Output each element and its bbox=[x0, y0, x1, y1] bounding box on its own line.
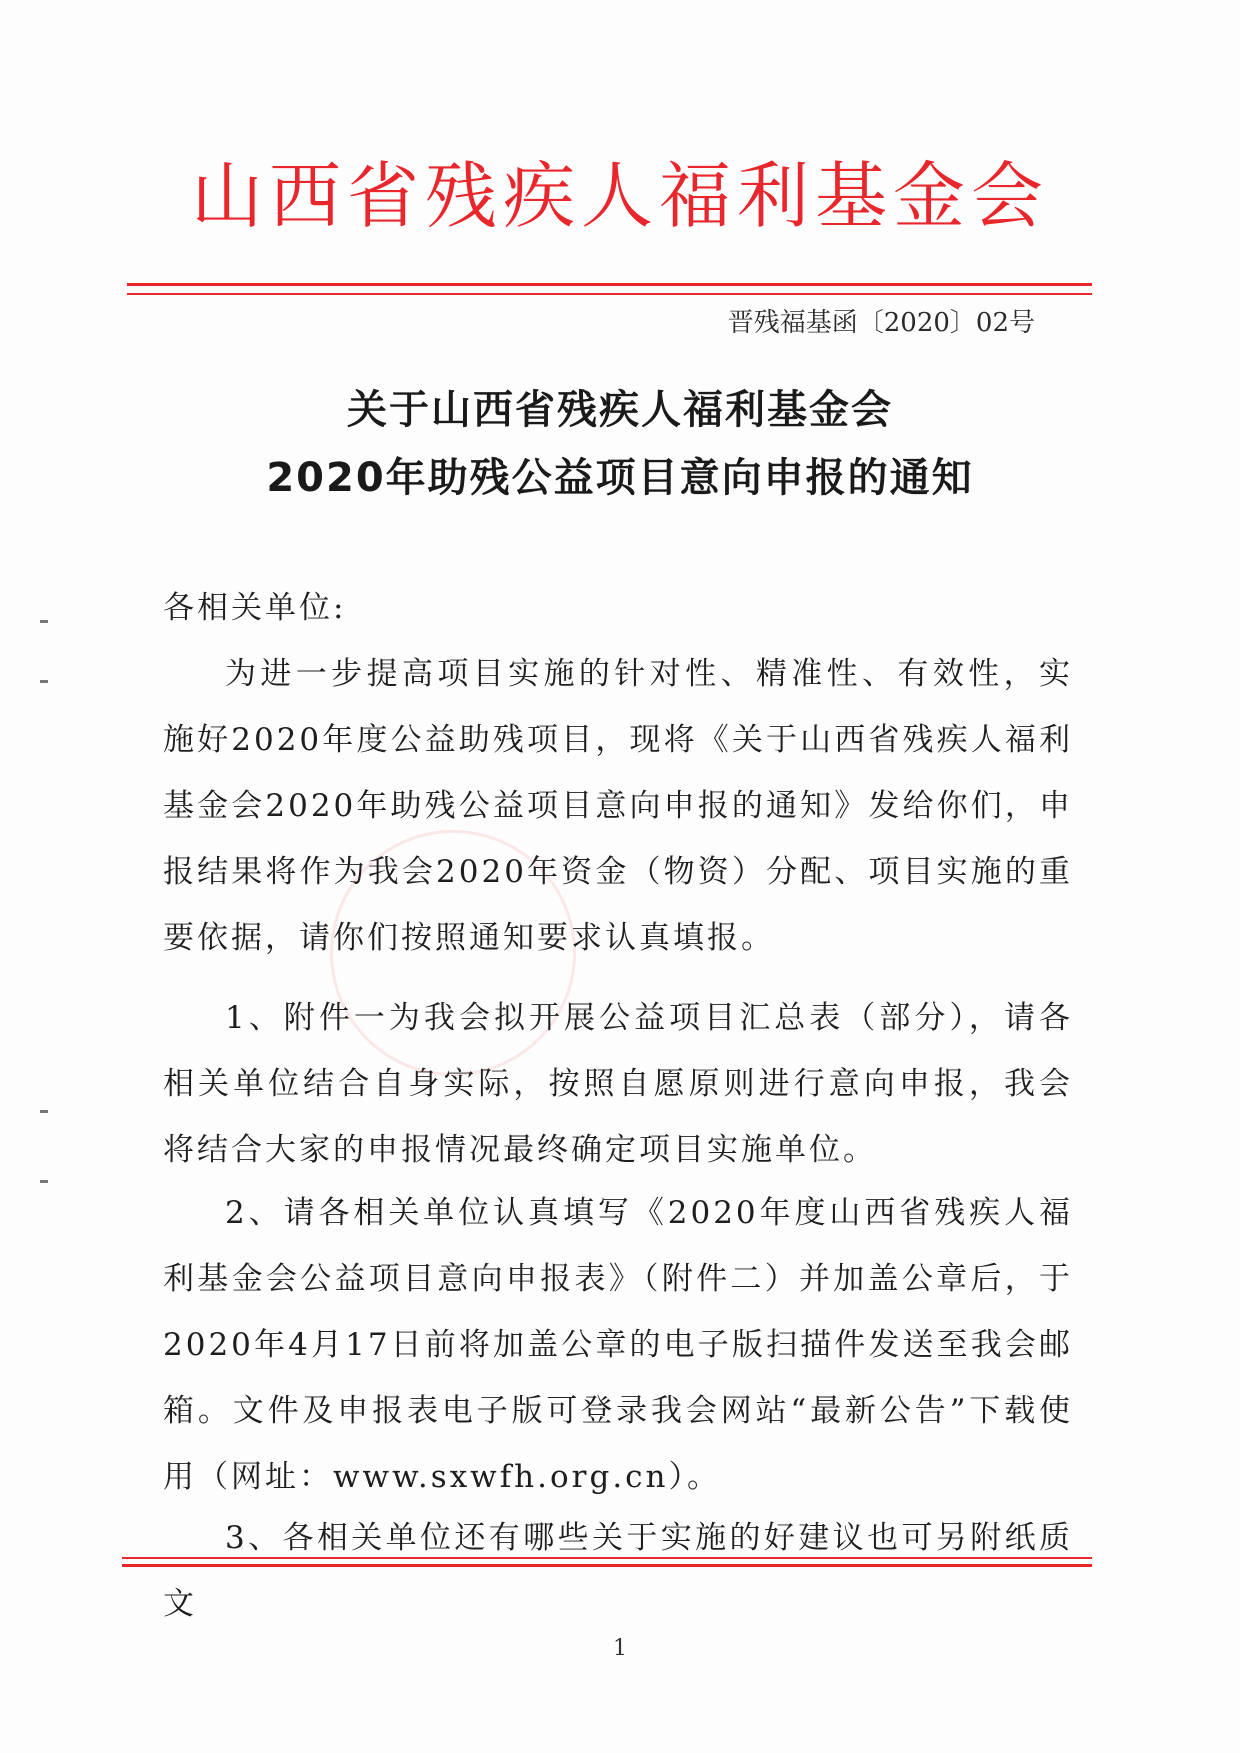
binding-mark bbox=[40, 680, 48, 683]
letterhead-organization: 山西省残疾人福利基金会 bbox=[190, 154, 1049, 238]
item-1-paragraph: 1、附件一为我会拟开展公益项目汇总表（部分），请各相关单位结合自身实际，按照自愿原则进行意向申报，我会将结合大家的申报情况最终确定项目实施单位。 bbox=[163, 1000, 1073, 1168]
footer-rule-bottom bbox=[122, 1564, 1092, 1567]
salutation: 各相关单位: bbox=[163, 590, 347, 626]
intro-paragraph: 为进一步提高项目实施的针对性、精准性、有效性，实施好2020年度公益助残项目，现将《关于山西省残疾人福利基金会2020年助残公益项目意向申报的通知》发给你们，申报结果将作为我会2020年资金（物资）分配、项目实施的重要依据，请你们按照通知要求认真填报。 bbox=[163, 656, 1073, 956]
letterhead-rule-top bbox=[127, 283, 1092, 286]
letterhead-rule-bottom bbox=[127, 293, 1092, 295]
page-number: 1 bbox=[613, 1636, 627, 1661]
binding-mark bbox=[40, 1180, 48, 1183]
document-number: 晋残福基函〔2020〕02号 bbox=[727, 308, 1035, 338]
notice-title-line2: 2020年助残公益项目意向申报的通知 bbox=[266, 455, 974, 501]
item-3-paragraph: 3、各相关单位还有哪些关于实施的好建议也可另附纸质文 bbox=[163, 1520, 1073, 1622]
notice-title-line1: 关于山西省残疾人福利基金会 bbox=[347, 387, 893, 433]
binding-mark bbox=[40, 1110, 48, 1113]
footer-rule-top bbox=[122, 1557, 1092, 1559]
binding-mark bbox=[40, 620, 48, 623]
item-2-paragraph: 2、请各相关单位认真填写《2020年度山西省残疾人福利基金会公益项目意向申报表》（附件二）并加盖公章后，于2020年4月17日前将加盖公章的电子版扫描件发送至我会邮箱。文件及申报表电子版可登录我会网站“最新公告”下载使用（网址：www.sxwfh.org.cn）。 bbox=[163, 1195, 1073, 1495]
